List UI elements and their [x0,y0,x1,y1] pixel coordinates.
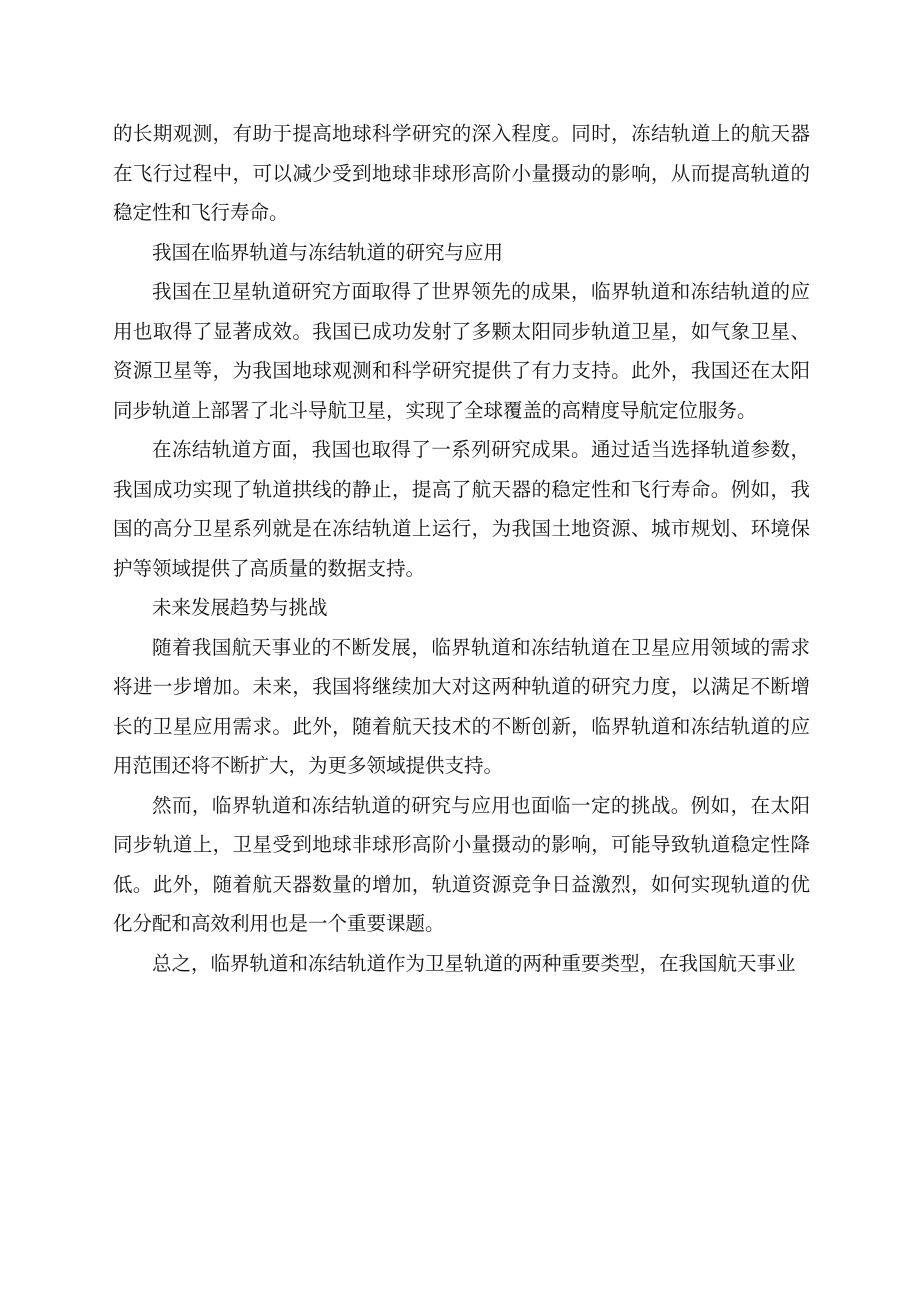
document-body [113,114,810,983]
paragraph: 随着我国航天事业的不断发展，临界轨道和冻结轨道在卫星应用领域的需求将进一步增加。未来，我国将继续加大对这两种轨道的研究力度，以满足不断增长的卫星应用需求。此外，随着航天技术的不断创新，临界轨道和冻结轨道的应用范围还将不断扩大，为更多领域提供支持。 [113,635,810,777]
paragraph: 我国在卫星轨道研究方面取得了世界领先的成果，临界轨道和冻结轨道的应用也取得了显著成效。我国已成功发射了多颗太阳同步轨道卫星，如气象卫星、资源卫星等，为我国地球观测和科学研究提供了有力支持。此外，我国还在太阳同步轨道上部署了北斗导航卫星，实现了全球覆盖的高精度导航定位服务。 [113,280,810,422]
paragraph: 总之，临界轨道和冻结轨道作为卫星轨道的两种重要类型，在我国航天事业 [152,951,796,975]
section-heading-future-trends: 未来发展趋势与挑战 [152,596,328,619]
paragraph: 在冻结轨道方面，我国也取得了一系列研究成果。通过适当选择轨道参数，我国成功实现了轨道拱线的静止，提高了航天器的稳定性和飞行寿命。例如，我国的高分卫星系列就是在冻结轨道上运行，为我国土地资源、城市规划、环境保护等领域提供了高质量的数据支持。 [113,438,810,580]
paragraph: 然而，临界轨道和冻结轨道的研究与应用也面临一定的挑战。例如，在太阳同步轨道上，卫星受到地球非球形高阶小量摄动的影响，可能导致轨道稳定性降低。此外，随着航天器数量的增加，轨道资源竞争日益激烈，如何实现轨道的优化分配和高效利用也是一个重要课题。 [113,793,810,935]
section-heading-research-application: 我国在临界轨道与冻结轨道的研究与应用 [152,240,504,264]
paragraph-continued: 的长期观测，有助于提高地球科学研究的深入程度。同时，冻结轨道上的航天器在飞行过程中，可以减少受到地球非球形高阶小量摄动的影响，从而提高轨道的稳定性和飞行寿命。 [113,122,810,224]
